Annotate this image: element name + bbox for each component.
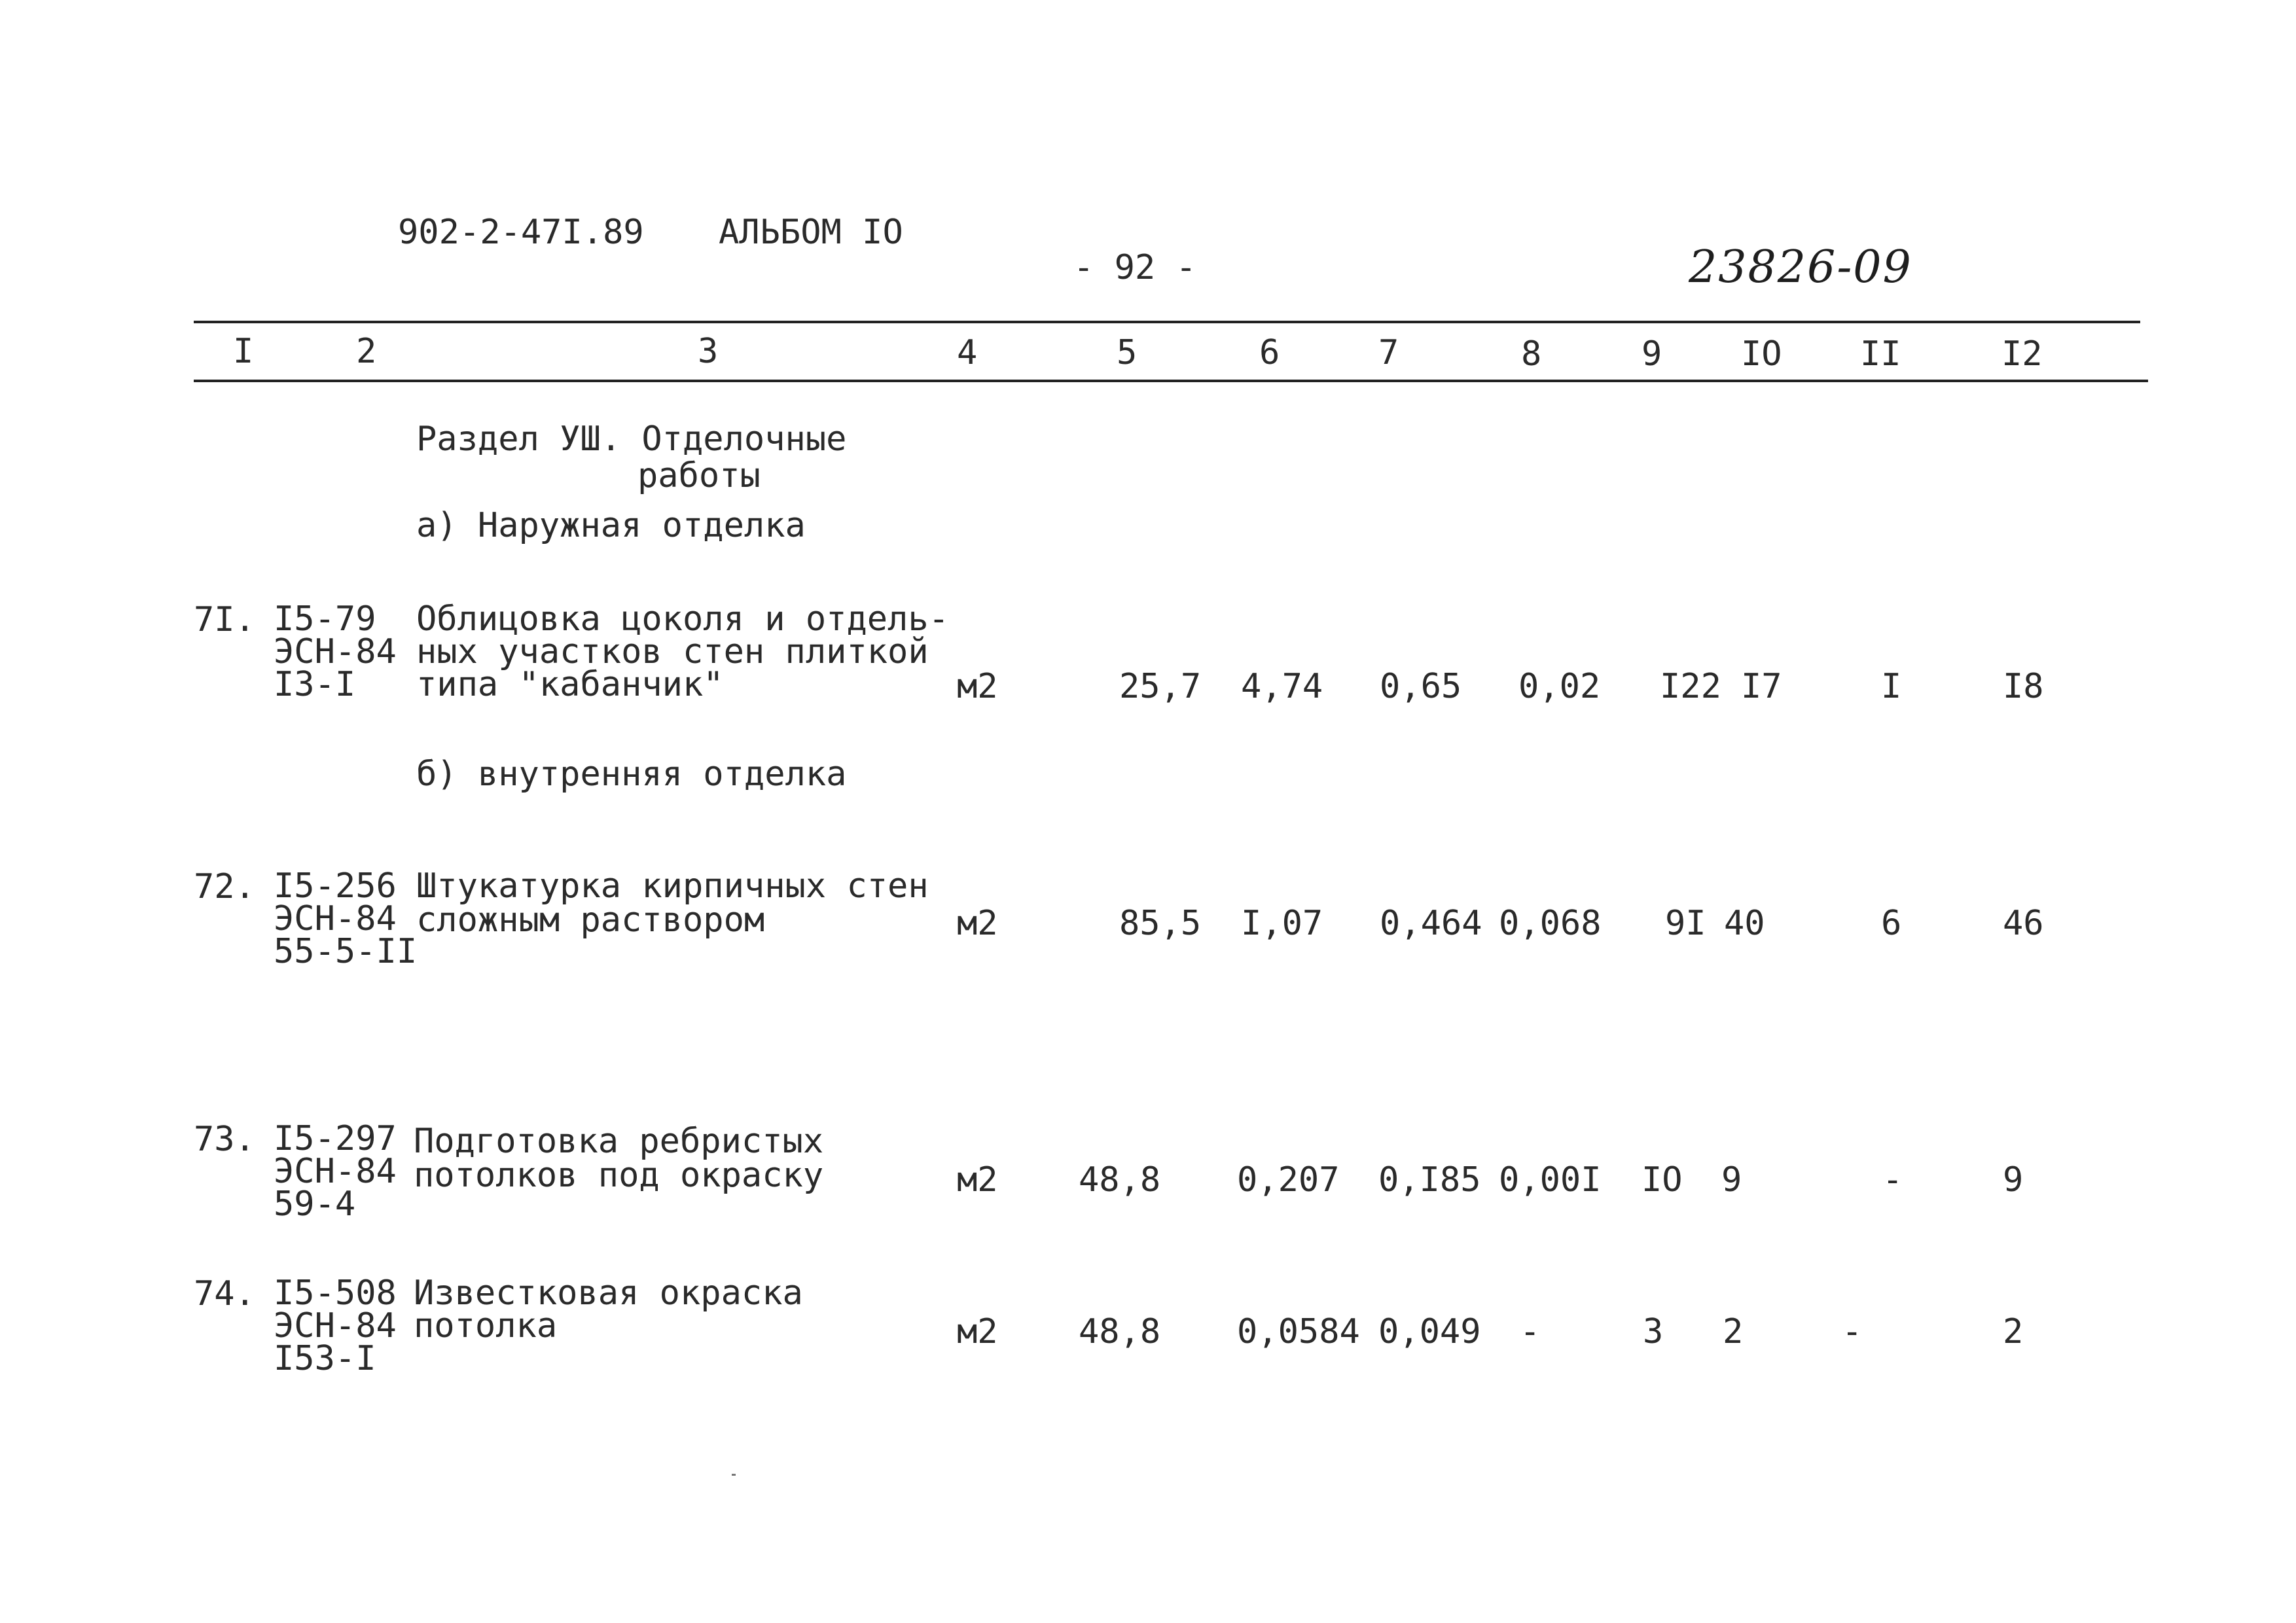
column-header-2: 2 — [356, 332, 377, 371]
column-header-8: 8 — [1521, 334, 1542, 374]
value-col6: 0,0584 — [1237, 1312, 1360, 1351]
norm-code-line: I5-508 — [274, 1274, 397, 1313]
value-col11: - — [1842, 1312, 1863, 1351]
document-code: 902-2-47I.89 — [398, 213, 644, 252]
unit-cell: м2 — [957, 1160, 998, 1200]
value-col11: I — [1881, 667, 1902, 706]
header-bottom-rule — [194, 380, 2148, 382]
subsection-exterior: а) Наружная отделка — [416, 506, 806, 545]
unit-cell: м2 — [957, 904, 998, 943]
value-col12: 46 — [2003, 904, 2044, 943]
row-number: 74. — [194, 1274, 255, 1313]
value-col10: 40 — [1724, 904, 1765, 943]
value-col6: 4,74 — [1241, 667, 1323, 706]
column-header-3: 3 — [698, 332, 719, 371]
norm-code-line: I5-297 — [274, 1119, 397, 1158]
value-col10: 9 — [1721, 1160, 1742, 1200]
header-top-rule — [194, 321, 2140, 323]
scan-speck — [732, 1474, 736, 1476]
unit-cell: м2 — [957, 1312, 998, 1351]
section-title-cont: работы — [637, 456, 761, 495]
work-description-line: Подготовка ребристых — [414, 1122, 824, 1161]
norm-code-line: I5-256 — [274, 866, 397, 906]
value-col7: 0,I85 — [1378, 1160, 1481, 1200]
value-col7: 0,464 — [1380, 904, 1482, 943]
page-number: - 92 - — [1073, 248, 1196, 287]
value-col9: IO — [1641, 1160, 1683, 1200]
value-col7: 0,049 — [1378, 1312, 1481, 1351]
work-description-line: сложным раствором — [416, 901, 765, 940]
value-col8: - — [1520, 1312, 1541, 1351]
section-title: Раздел УШ. Отделочные — [416, 419, 847, 459]
work-description-line: Известковая окраска — [414, 1274, 803, 1313]
norm-code-line: ЭСН-84 — [274, 1152, 397, 1191]
norm-code-line: ЭСН-84 — [274, 632, 397, 671]
value-col8: 0,00I — [1499, 1160, 1602, 1200]
norm-code-line: I53-I — [274, 1339, 376, 1378]
column-header-7: 7 — [1378, 333, 1399, 372]
work-description-line: типа "кабанчик" — [416, 665, 724, 704]
subsection-interior: б) внутренняя отделка — [416, 755, 847, 794]
work-description-line: ных участков стен плиткой — [416, 632, 929, 671]
handwritten-stamp-number: 23826-09 — [1689, 241, 1912, 293]
value-col12: 2 — [2003, 1312, 2024, 1351]
column-header-6: 6 — [1259, 333, 1280, 372]
value-col5: 85,5 — [1119, 904, 1202, 943]
work-description-line: потолков под окраску — [414, 1156, 824, 1195]
value-col11: - — [1882, 1160, 1903, 1200]
column-header-5: 5 — [1117, 333, 1138, 372]
value-col6: 0,207 — [1237, 1160, 1340, 1200]
value-col8: 0,068 — [1499, 904, 1602, 943]
value-col11: 6 — [1881, 904, 1902, 943]
column-header-10: IO — [1741, 334, 1782, 374]
album-label: АЛЬБОМ IO — [719, 213, 903, 252]
value-col7: 0,65 — [1380, 667, 1462, 706]
column-header-4: 4 — [957, 333, 978, 372]
column-header-9: 9 — [1641, 334, 1662, 374]
value-col9: 3 — [1643, 1312, 1664, 1351]
norm-code-line: ЭСН-84 — [274, 1306, 397, 1346]
norm-code-line: 55-5-II — [274, 932, 418, 971]
value-col10: I7 — [1741, 667, 1782, 706]
column-header-12: I2 — [2001, 334, 2043, 374]
column-header-11: II — [1860, 334, 1901, 374]
value-col10: 2 — [1723, 1312, 1744, 1351]
column-header-1: I — [233, 332, 254, 371]
value-col5: 48,8 — [1079, 1160, 1161, 1200]
work-description-line: потолка — [414, 1306, 558, 1346]
norm-code-line: I5-79 — [274, 599, 376, 639]
norm-code-line: I3-I — [274, 665, 356, 704]
unit-cell: м2 — [957, 667, 998, 706]
value-col8: 0,02 — [1518, 667, 1601, 706]
value-col5: 25,7 — [1119, 667, 1202, 706]
norm-code-line: 59-4 — [274, 1185, 356, 1224]
value-col12: I8 — [2003, 667, 2044, 706]
value-col9: 9I — [1665, 904, 1706, 943]
norm-code-line: ЭСН-84 — [274, 899, 397, 938]
work-description-line: Облицовка цоколя и отдель- — [416, 599, 949, 639]
value-col12: 9 — [2003, 1160, 2024, 1200]
work-description-line: Штукатурка кирпичных стен — [416, 866, 929, 906]
row-number: 7I. — [194, 600, 255, 639]
value-col5: 48,8 — [1079, 1312, 1161, 1351]
row-number: 72. — [194, 867, 255, 906]
value-col6: I,07 — [1241, 904, 1323, 943]
row-number: 73. — [194, 1120, 255, 1159]
value-col9: I22 — [1660, 667, 1721, 706]
